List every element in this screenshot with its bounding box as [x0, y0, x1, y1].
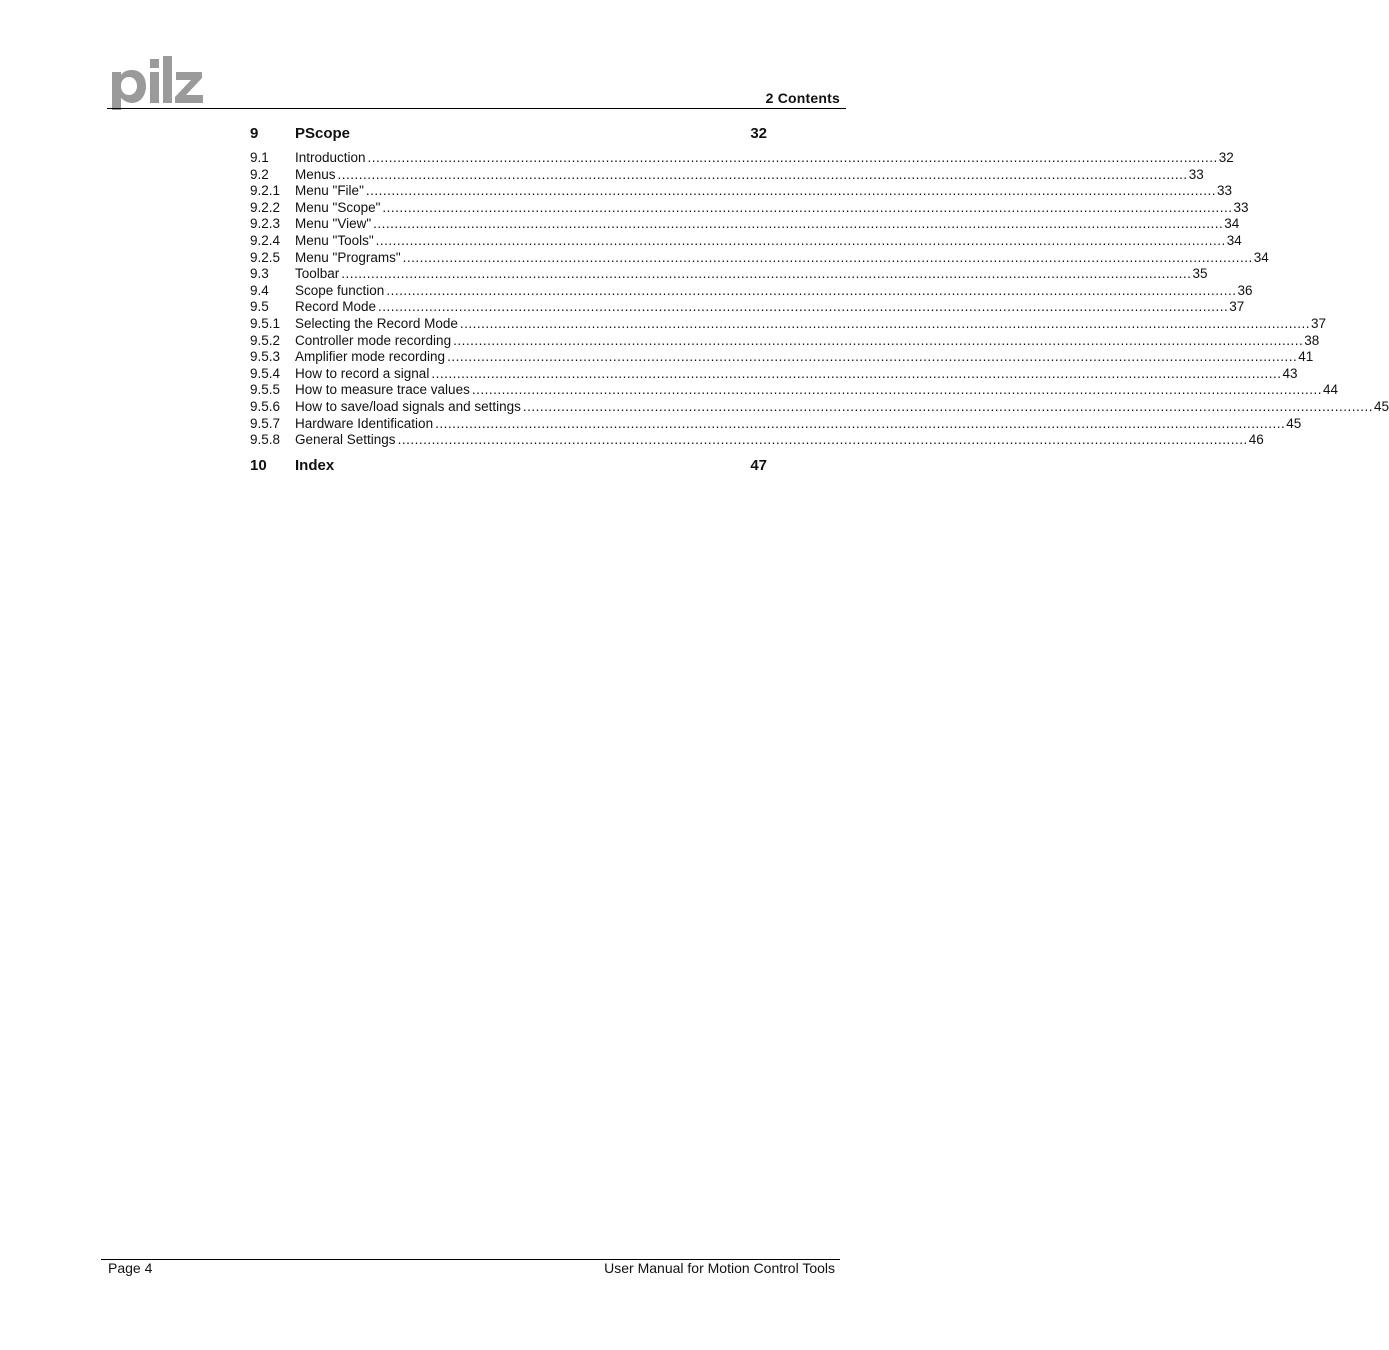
entry-number: 9.5.6 [250, 398, 281, 414]
page-number: Page 4 [108, 1260, 153, 1276]
toc-entry[interactable] [250, 415, 1302, 433]
entry-title: How to save/load signals and settings [295, 398, 521, 414]
dot-leader: ........................................................................................................................................................................................................ [365, 183, 1217, 199]
toc-entry[interactable] [250, 315, 1327, 333]
entry-number: 9.5.1 [250, 315, 281, 331]
entry-number: 9.1 [250, 150, 269, 165]
section-title: 2 Contents [765, 90, 840, 106]
entry-page: 33 [1233, 199, 1249, 215]
entry-title-row [295, 150, 1234, 167]
entry-title-row [295, 299, 1245, 316]
dot-leader: ........................................................................................................................................................................................................ [386, 282, 1237, 298]
dot-leader: ........................................................................................................................................................................................................ [375, 232, 1226, 248]
entry-page: 33 [1217, 183, 1233, 199]
entry-number: 9.2.3 [250, 216, 281, 232]
entry-title: Hardware Identification [295, 415, 434, 431]
entry-page: 33 [1188, 166, 1204, 182]
entry-title-row [295, 166, 1204, 184]
entry-title-row [295, 232, 1242, 250]
toc-entry[interactable] [250, 282, 1253, 300]
entry-title: Menu "Tools" [295, 232, 374, 248]
chapter-page: 32 [750, 125, 767, 142]
toc-entry[interactable] [250, 382, 1339, 399]
entry-title: Record Mode [295, 299, 377, 315]
toc-entry[interactable] [250, 398, 1389, 416]
toc-entry[interactable] [250, 299, 1245, 316]
entry-title: Menu "File" [295, 183, 364, 199]
chapter-title: PScope [295, 125, 351, 142]
dot-leader: ........................................................................................................................................................................................................ [522, 398, 1374, 414]
toc-entry[interactable] [250, 349, 1314, 366]
entry-title-row [295, 382, 1339, 399]
entry-title: How to measure trace values [295, 382, 470, 398]
entry-title: Selecting the Record Mode [295, 315, 458, 331]
entry-title-row [295, 183, 1233, 200]
toc-entry[interactable] [250, 166, 1204, 184]
toc-entry[interactable] [250, 150, 1234, 167]
dot-leader: ........................................................................................................................................................................................................ [341, 266, 1192, 282]
entry-title: Introduction [295, 150, 366, 165]
entry-number: 9.5 [250, 299, 269, 315]
entry-title-row [295, 249, 1269, 267]
chapter-number: 9 [250, 125, 259, 142]
toc-entry[interactable] [250, 232, 1242, 250]
entry-title-row [295, 415, 1302, 433]
entry-title: How to record a signal [295, 365, 430, 381]
entry-title-row [295, 199, 1249, 217]
toc-entry[interactable] [250, 199, 1249, 217]
dot-leader: ........................................................................................................................................................................................................ [453, 332, 1304, 348]
dot-leader: ........................................................................................................................................................................................................ [367, 150, 1218, 165]
entry-title: Menu "Programs" [295, 249, 401, 265]
entry-number: 9.5.8 [250, 432, 281, 448]
dot-leader: ........................................................................................................................................................................................................ [402, 249, 1253, 265]
dot-leader: ........................................................................................................................................................................................................ [378, 299, 1229, 315]
dot-leader: ........................................................................................................................................................................................................ [459, 315, 1310, 331]
entry-title-row [295, 349, 1314, 366]
entry-title-row [295, 216, 1240, 233]
pilz-logo [110, 55, 205, 110]
entry-title: Menu "Scope" [295, 199, 381, 215]
entry-number: 9.2 [250, 166, 269, 182]
toc-entry[interactable] [250, 266, 1208, 283]
entry-number: 9.2.5 [250, 249, 281, 265]
entry-number: 9.2.2 [250, 199, 281, 215]
entry-title: Menu "View" [295, 216, 372, 232]
chapter-title: Index [295, 456, 335, 474]
entry-page: 46 [1248, 432, 1264, 448]
entry-page: 38 [1304, 332, 1320, 348]
toc-chapter-9[interactable] [250, 123, 767, 145]
entry-page: 34 [1226, 232, 1242, 248]
entry-title: Toolbar [295, 266, 340, 282]
entry-page: 37 [1229, 299, 1245, 315]
toc-chapter-10[interactable] [250, 455, 767, 477]
entry-title: General Settings [295, 432, 396, 448]
entry-page: 32 [1218, 150, 1234, 165]
dot-leader: ........................................................................................................................................................................................................ [435, 415, 1286, 431]
entry-title-row [295, 432, 1264, 449]
entry-number: 9.2.4 [250, 232, 281, 248]
entry-number: 9.2.1 [250, 183, 281, 199]
entry-number: 9.5.4 [250, 365, 281, 381]
entry-page: 35 [1192, 266, 1208, 282]
entry-title: Controller mode recording [295, 332, 452, 348]
entry-title-row [295, 315, 1327, 333]
dot-leader: ........................................................................................................................................................................................................ [397, 432, 1248, 448]
toc-entry[interactable] [250, 216, 1240, 233]
entry-number: 9.5.3 [250, 349, 281, 365]
toc-entry[interactable] [250, 365, 1298, 383]
entry-title: Menus [295, 166, 336, 182]
entry-number: 9.5.2 [250, 332, 281, 348]
entry-number: 9.5.7 [250, 415, 281, 431]
toc-entry[interactable] [250, 432, 1264, 449]
entry-title-row [295, 332, 1320, 350]
entry-page: 45 [1374, 398, 1389, 414]
entry-title-row [295, 365, 1298, 383]
entry-number: 9.5.5 [250, 382, 281, 398]
entry-page: 43 [1282, 365, 1298, 381]
entry-page: 44 [1322, 382, 1339, 398]
entry-title-row [295, 266, 1208, 283]
toc-entries-chapter-9 [250, 150, 1389, 449]
entry-title: Scope function [295, 282, 385, 298]
table-of-contents [250, 123, 1389, 477]
toc-entry[interactable] [250, 183, 1233, 200]
document-title: User Manual for Motion Control Tools [604, 1260, 835, 1276]
dot-leader: ........................................................................................................................................................................................................ [431, 365, 1282, 381]
dot-leader: ........................................................................................................................................................................................................ [337, 166, 1188, 182]
chapter-number: 10 [250, 456, 267, 474]
toc-entry[interactable] [250, 332, 1320, 350]
entry-number: 9.3 [250, 266, 269, 282]
dot-leader: ........................................................................................................................................................................................................ [471, 382, 1322, 398]
dot-leader: ........................................................................................................................................................................................................ [447, 349, 1298, 365]
entry-title-row [295, 282, 1253, 300]
entry-number: 9.4 [250, 282, 269, 298]
entry-title: Amplifier mode recording [295, 349, 446, 365]
entry-page: 34 [1224, 216, 1240, 232]
entry-page: 36 [1237, 282, 1253, 298]
dot-leader: ........................................................................................................................................................................................................ [382, 199, 1233, 215]
entry-page: 37 [1311, 315, 1327, 331]
entry-page: 45 [1286, 415, 1302, 431]
entry-title-row [295, 398, 1389, 416]
toc-entry[interactable] [250, 249, 1269, 267]
chapter-page: 47 [750, 456, 767, 474]
header-divider [107, 108, 846, 109]
entry-page: 41 [1298, 349, 1314, 365]
entry-page: 34 [1253, 249, 1269, 265]
dot-leader: ........................................................................................................................................................................................................ [373, 216, 1224, 232]
